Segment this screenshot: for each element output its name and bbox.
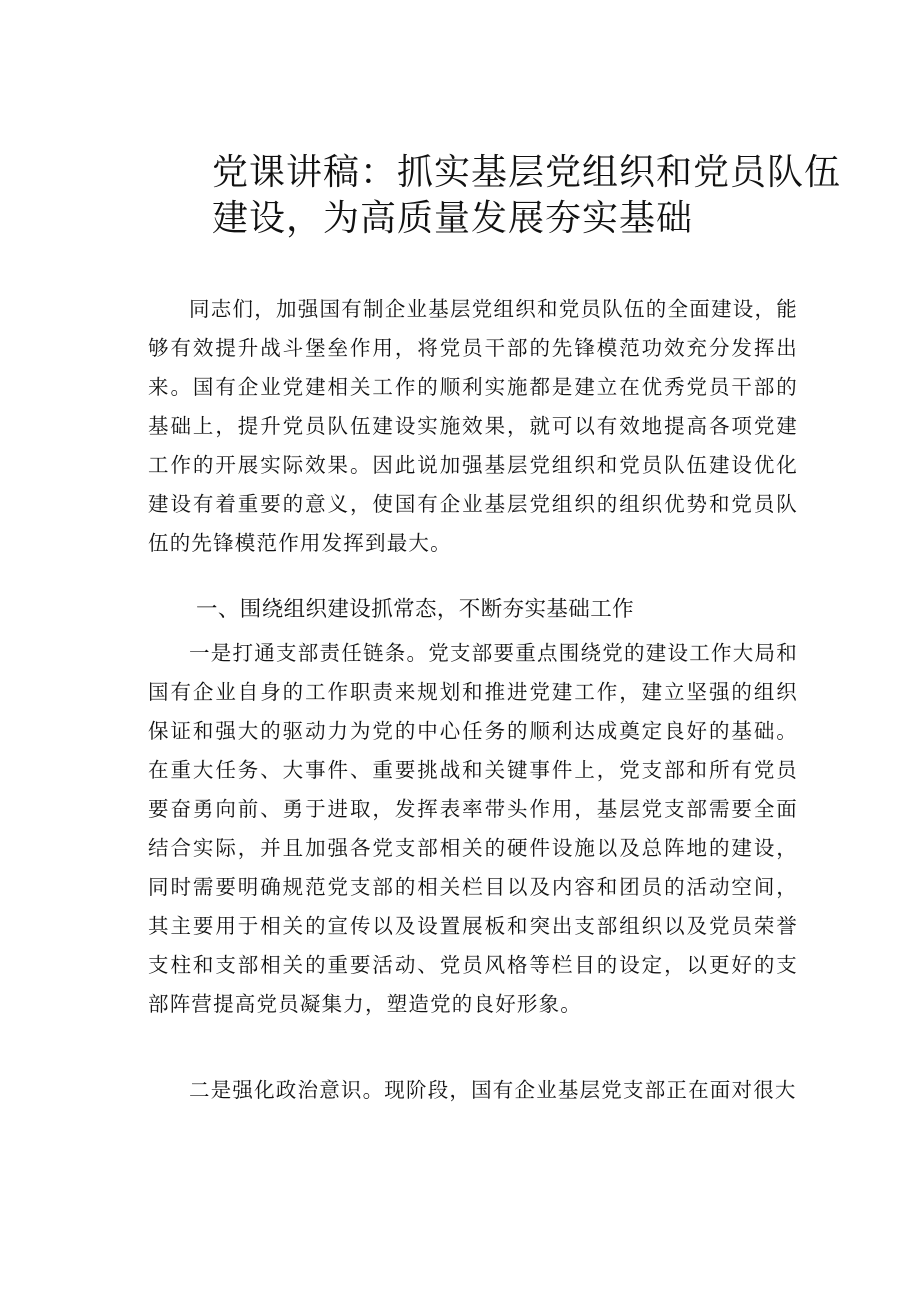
title-line-2: 建设，为高质量发展夯实基础: [212, 198, 694, 239]
section1-paragraph-1: 一是打通支部责任链条。党支部要重点围绕党的建设工作大局和国有企业自身的工作职责来规划和推进党建工作，建立坚强的组织保证和强大的驱动力为党的中心任务的顺利达成奠定良好的基础。在重大任务、大事件、重要挑战和关键事件上，党支部和所有党员要奋勇向前、勇于进取，发挥表率带头作用，基层党支部需要全面结合实际，并且加强各党支部相关的硬件设施以及总阵地的建设，同时需要明确规范党支部的相关栏目以及内容和团员的活动空间，其主要用于相关的宣传以及设置展板和突出支部组织以及党员荣誉支柱和支部相关的重要活动、党员风格等栏目的设定，以更好的支部阵营提高党员凝集力，塑造党的良好形象。: [148, 641, 798, 1016]
intro-paragraph: 同志们，加强国有制企业基层党组织和党员队伍的全面建设，能够有效提升战斗堡垒作用，将党员干部的先锋模范功效充分发挥出来。国有企业党建相关工作的顺利实施都是建立在优秀党员干部的基础上，提升党员队伍建设实施效果，就可以有效地提高各项党建工作的开展实际效果。因此说加强基层党组织和党员队伍建设优化建设有着重要的意义，使国有企业基层党组织的组织优势和党员队伍的先锋模范作用发挥到最大。: [148, 297, 798, 555]
document-title: [212, 150, 842, 242]
title-line-1: 党课讲稿：抓实基层党组织和党员队伍: [212, 152, 842, 193]
section-heading-1: 一、围绕组织建设抓常态，不断夯实基础工作: [196, 597, 635, 622]
section1-paragraph-2: 二是强化政治意识。现阶段，国有企业基层党支部正在面对很大: [189, 1078, 797, 1102]
